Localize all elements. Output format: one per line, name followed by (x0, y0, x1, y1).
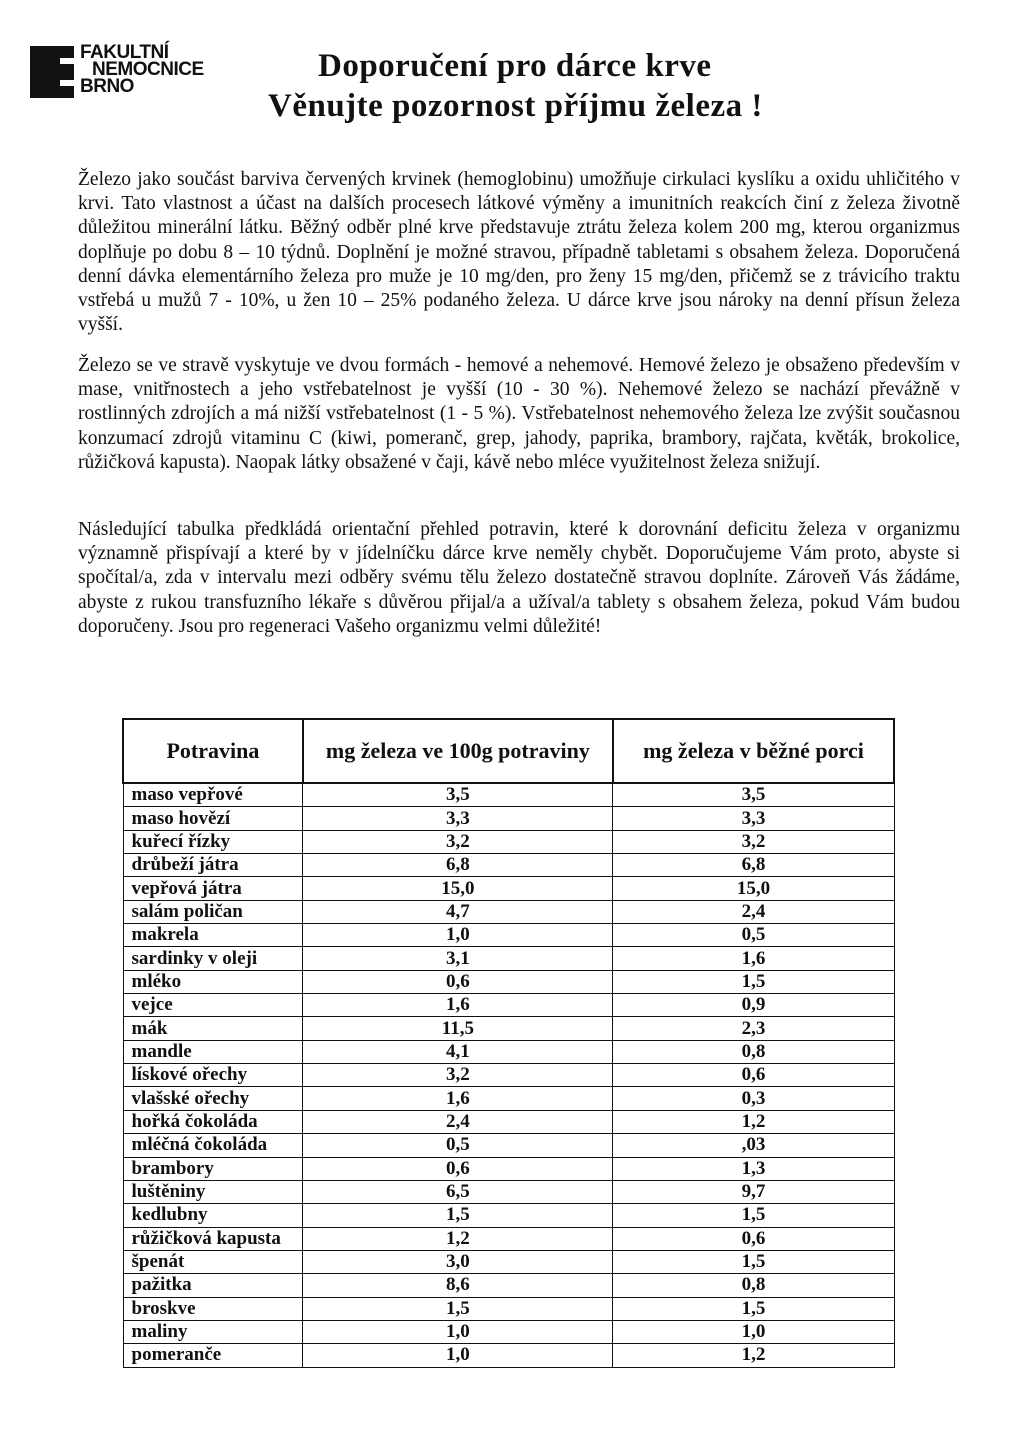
iron-per-100g-cell: 3,3 (303, 807, 613, 830)
table-row (123, 900, 894, 923)
food-name-cell: lískové ořechy (123, 1064, 303, 1087)
table-row (123, 1087, 894, 1110)
table-row (123, 854, 894, 877)
iron-per-100g-cell: 6,8 (303, 854, 613, 877)
document-title: Doporučení pro dárce krve (318, 48, 712, 84)
food-name-cell: špenát (123, 1250, 303, 1273)
food-name-cell: maliny (123, 1320, 303, 1343)
iron-per-100g-cell: 1,0 (303, 924, 613, 947)
food-name-cell: růžičková kapusta (123, 1227, 303, 1250)
table-row (123, 1180, 894, 1203)
food-name-cell: broskve (123, 1297, 303, 1320)
table-row (123, 1157, 894, 1180)
iron-per-portion-cell: 1,2 (613, 1344, 894, 1367)
table-row (123, 947, 894, 970)
iron-per-100g-cell: 3,1 (303, 947, 613, 970)
iron-per-portion-cell: 2,4 (613, 900, 894, 923)
iron-per-100g-cell: 0,6 (303, 970, 613, 993)
food-name-cell: pomeranče (123, 1344, 303, 1367)
iron-per-portion-cell: 0,8 (613, 1040, 894, 1063)
iron-per-100g-cell: 0,6 (303, 1157, 613, 1180)
paragraph-iron-intro: Železo jako součást barviva červených krvinek (hemoglobinu) umožňuje cirkulaci kyslíku a oxidu uhličitého v krvi. Tato vlastnost a účast na dalších procesech látkové výměny a imunitních reakcích činí z železa životně důležitou minerální látku. Běžný odběr plné krve představuje ztrátu železa kolem 200 mg, kterou organizmus doplňuje po dobu 8 – 10 týdnů. Doplnění je možné stravou, případně tabletami s obsahem železa. Doporučená denní dávka elementárního železa pro muže je 10 mg/den, pro ženy 15 mg/den, přičemž se z trávicího traktu vstřebá u mužů 7 - 10%, u žen 10 – 25% podaného železa. U dárce krve jsou nároky na denní přísun železa vyšší. (78, 169, 960, 336)
iron-per-100g-cell: 1,0 (303, 1320, 613, 1343)
iron-per-100g-cell: 3,5 (303, 783, 613, 807)
table-row (123, 1344, 894, 1367)
iron-per-portion-cell: 1,3 (613, 1157, 894, 1180)
logo-line-3: BRNO (80, 76, 134, 97)
iron-per-100g-cell: 3,0 (303, 1250, 613, 1273)
table-row (123, 1110, 894, 1133)
iron-per-100g-cell: 4,7 (303, 900, 613, 923)
iron-per-portion-cell: 1,5 (613, 1204, 894, 1227)
table-row (123, 1320, 894, 1343)
food-name-cell: hořká čokoláda (123, 1110, 303, 1133)
iron-per-100g-cell: 1,6 (303, 994, 613, 1017)
iron-per-portion-cell: 15,0 (613, 877, 894, 900)
iron-per-portion-cell: 0,6 (613, 1227, 894, 1250)
food-name-cell: drůbeží játra (123, 854, 303, 877)
column-header-iron-per-100g: mg železa ve 100g potraviny (303, 719, 613, 783)
iron-per-portion-cell: 6,8 (613, 854, 894, 877)
table-row (123, 924, 894, 947)
table-header-row (123, 719, 894, 783)
food-name-cell: mléčná čokoláda (123, 1134, 303, 1157)
iron-content-table (122, 718, 895, 1368)
table-row (123, 1017, 894, 1040)
logo-line-1: FAKULTNÍ (80, 42, 169, 63)
table-row (123, 970, 894, 993)
table-row (123, 783, 894, 807)
food-name-cell: salám poličan (123, 900, 303, 923)
table-row (123, 1274, 894, 1297)
food-name-cell: sardinky v oleji (123, 947, 303, 970)
iron-per-portion-cell: 1,6 (613, 947, 894, 970)
paragraph-table-intro: Následující tabulka předkládá orientační přehled potravin, které k dorovnání deficitu železa v organizmu významně přispívají a které by v jídelníčku dárce krve neměly chybět. Doporučujeme Vám proto, abyste si spočítal/a, zda v intervalu mezi odběry svému tělu železo dostatečně stravou doplníte. Zároveň Vás žádáme, abyste z rukou transfuzního lékaře s důvěrou přijal/a a užíval/a tablety s obsahem železa, pokud Vám budou doporučeny. Jsou pro regeneraci Vašeho organizmu velmi důležité! (78, 519, 960, 637)
iron-per-100g-cell: 0,5 (303, 1134, 613, 1157)
iron-per-100g-cell: 2,4 (303, 1110, 613, 1133)
food-name-cell: mléko (123, 970, 303, 993)
food-name-cell: mandle (123, 1040, 303, 1063)
iron-per-100g-cell: 1,0 (303, 1344, 613, 1367)
food-name-cell: vepřová játra (123, 877, 303, 900)
food-name-cell: brambory (123, 1157, 303, 1180)
food-name-cell: luštěniny (123, 1180, 303, 1203)
iron-per-portion-cell: ,03 (613, 1134, 894, 1157)
column-header-iron-per-portion: mg železa v běžné porci (613, 719, 894, 783)
table-row (123, 1134, 894, 1157)
iron-per-100g-cell: 8,6 (303, 1274, 613, 1297)
iron-per-portion-cell: 1,2 (613, 1110, 894, 1133)
iron-per-100g-cell: 1,2 (303, 1227, 613, 1250)
hospital-logo (30, 44, 250, 100)
table-row (123, 1040, 894, 1063)
paragraph-iron-forms: Železo se ve stravě vyskytuje ve dvou formách - hemové a nehemové. Hemové železo je obsaženo především v mase, vnitřnostech a jeho vstřebatelnost je vyšší (10 - 30 %). Nehemové železo se nachází převážně v rostlinných zdrojích a má nižší vstřebatelnost (1 - 5 %). Vstřebatelnost nehemového železa lze zvýšit současnou konzumací zdrojů vitaminu C (kiwi, pomeranč, grep, jahody, paprika, brambory, rajčata, květák, brokolice, růžičková kapusta). Naopak látky obsažené v čaji, kávě nebo mléce využitelnost železa snižují. (78, 355, 960, 473)
iron-per-100g-cell: 15,0 (303, 877, 613, 900)
iron-per-100g-cell: 4,1 (303, 1040, 613, 1063)
food-name-cell: vejce (123, 994, 303, 1017)
food-name-cell: kedlubny (123, 1204, 303, 1227)
logo-line-2: NEMOCNICE (92, 59, 204, 80)
table-row (123, 807, 894, 830)
iron-per-portion-cell: 1,0 (613, 1320, 894, 1343)
iron-per-portion-cell: 3,3 (613, 807, 894, 830)
iron-per-portion-cell: 0,3 (613, 1087, 894, 1110)
iron-per-portion-cell: 1,5 (613, 1250, 894, 1273)
logo-mark-notch (60, 58, 74, 64)
table-row (123, 994, 894, 1017)
logo-wordmark (80, 44, 204, 95)
table-row (123, 1250, 894, 1273)
iron-per-portion-cell: 0,9 (613, 994, 894, 1017)
food-name-cell: vlašské ořechy (123, 1087, 303, 1110)
food-name-cell: kuřecí řízky (123, 830, 303, 853)
table-row (123, 1227, 894, 1250)
food-name-cell: maso vepřové (123, 783, 303, 807)
logo-mark-notch (60, 80, 74, 86)
table-row (123, 1204, 894, 1227)
iron-per-portion-cell: 0,8 (613, 1274, 894, 1297)
iron-per-portion-cell: 3,2 (613, 830, 894, 853)
column-header-food: Potravina (123, 719, 303, 783)
table-row (123, 830, 894, 853)
food-name-cell: makrela (123, 924, 303, 947)
iron-per-portion-cell: 9,7 (613, 1180, 894, 1203)
food-name-cell: maso hovězí (123, 807, 303, 830)
table-row (123, 877, 894, 900)
iron-per-portion-cell: 3,5 (613, 783, 894, 807)
iron-per-portion-cell: 1,5 (613, 970, 894, 993)
table-body (123, 783, 894, 1367)
food-name-cell: pažitka (123, 1274, 303, 1297)
iron-per-100g-cell: 6,5 (303, 1180, 613, 1203)
document-subtitle: Věnujte pozornost příjmu železa ! (268, 88, 763, 124)
iron-per-100g-cell: 1,6 (303, 1087, 613, 1110)
iron-per-100g-cell: 3,2 (303, 1064, 613, 1087)
iron-per-portion-cell: 1,5 (613, 1297, 894, 1320)
logo-mark (30, 46, 74, 98)
iron-per-100g-cell: 3,2 (303, 830, 613, 853)
iron-per-portion-cell: 0,6 (613, 1064, 894, 1087)
iron-per-portion-cell: 0,5 (613, 924, 894, 947)
iron-per-100g-cell: 11,5 (303, 1017, 613, 1040)
iron-per-100g-cell: 1,5 (303, 1204, 613, 1227)
food-name-cell: mák (123, 1017, 303, 1040)
table-row (123, 1064, 894, 1087)
iron-per-100g-cell: 1,5 (303, 1297, 613, 1320)
table-row (123, 1297, 894, 1320)
iron-per-portion-cell: 2,3 (613, 1017, 894, 1040)
